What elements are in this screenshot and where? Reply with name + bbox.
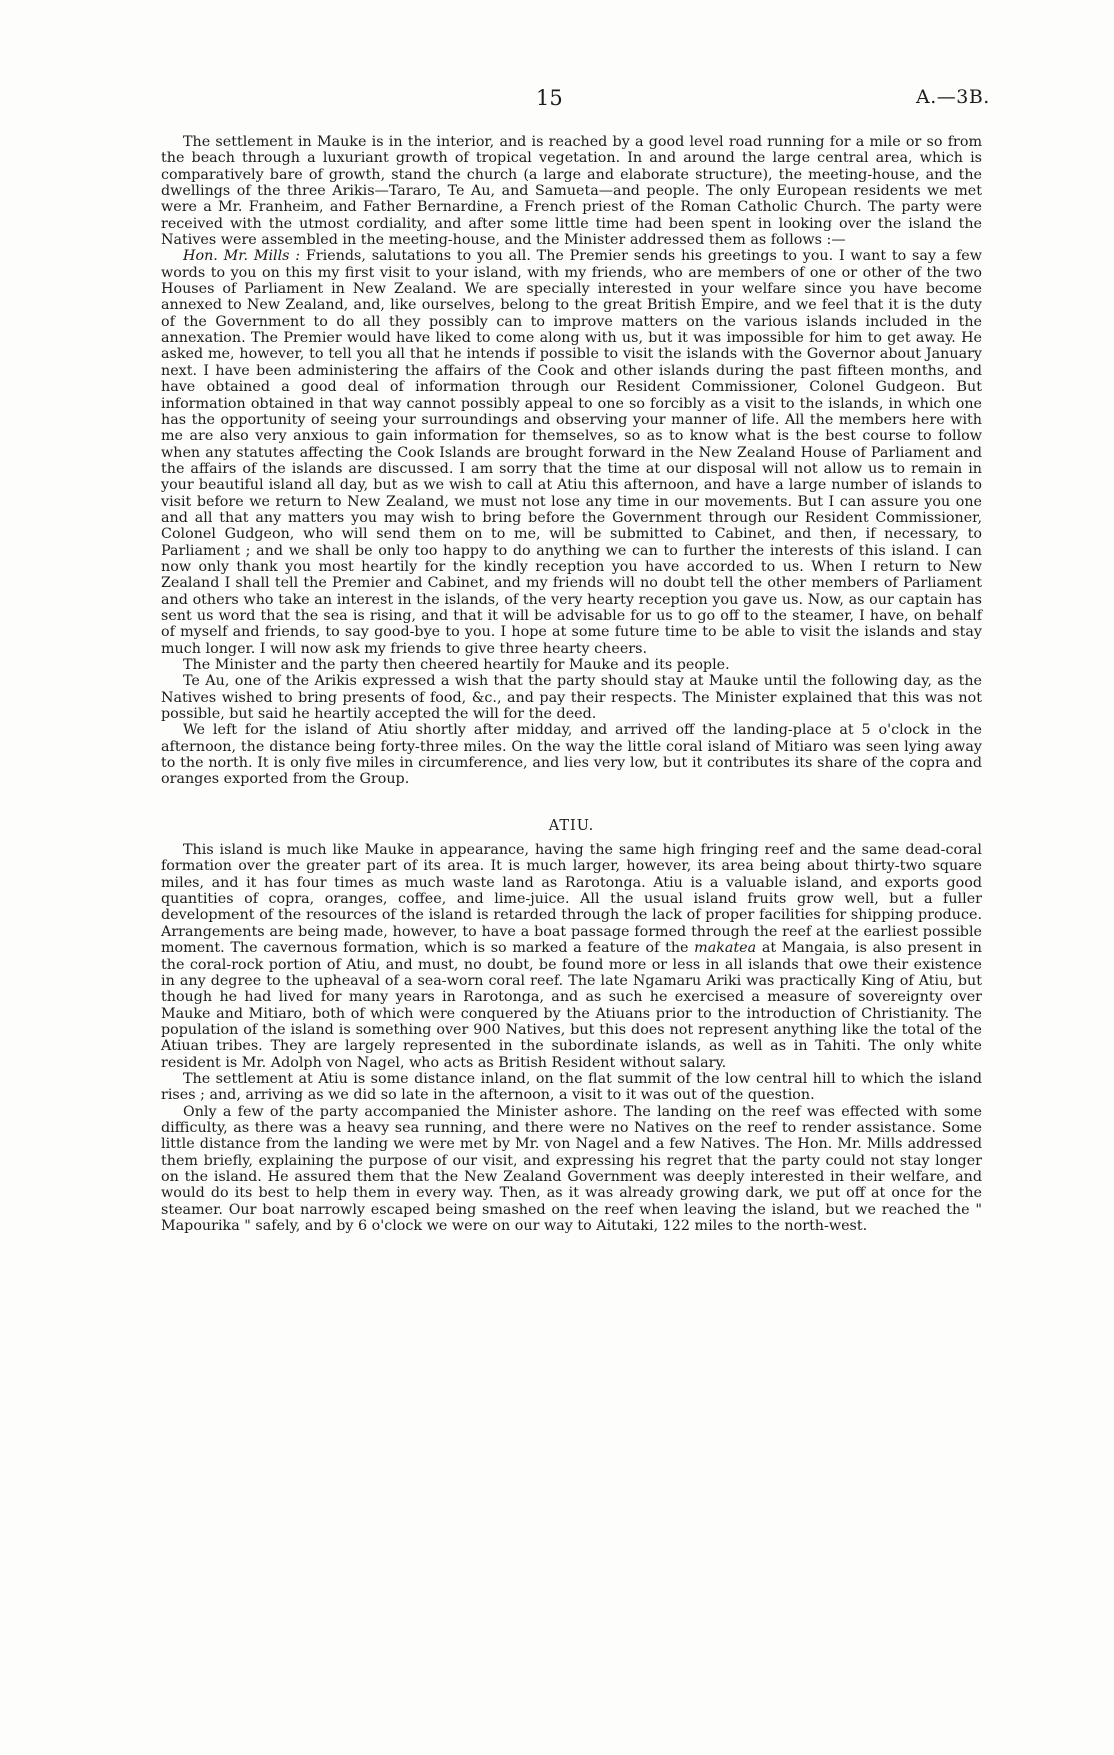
document-reference: A.—3B.	[916, 86, 990, 108]
paragraph-atiu-description: This island is much like Mauke in appearance, having the same high fringing reef and the same dead-coral formation over the greater part of its area. It is much larger, however, its area being about thirty-two square miles, and it has four times as much waste land as Rarotonga. Atiu is a valuable island, and exports good quantities of copra, oranges, coffee, and lime-juice. All the usual island fruits grow well, but a fuller development of the resources of the island is retarded through the lack of proper facilities for shipping produce. Arrangements are being made, however, to have a boat passage formed through the reef at the earliest possible moment. The cavernous formation, which is so marked a feature of the makatea at Mangaia, is also present in the coral-rock portion of Atiu, and must, no doubt, be found more or less in all islands that owe their existence in any degree to the upheaval of a sea-worn coral reef. The late Ngamaru Ariki was practically King of Atiu, but though he had lived for many years in Rarotonga, and as such he exercised a measure of sovereignty over Mauke and Mitiaro, both of which were conquered by the Atiuans prior to the introduction of Christianity. The population of the island is something over 900 Natives, but this does not represent anything like the total of the Atiuan tribes. They are largely represented in the subordinate islands, as well as in Tahiti. The only white resident is Mr. Adolph von Nagel, who acts as British Resident without salary.	[161, 842, 983, 1071]
italic-term: makatea	[694, 940, 757, 957]
paragraph-landing: Only a few of the party accompanied the Minister ashore. The landing on the reef was effected with some difficulty, as there was a heavy sea running, and there were no Natives on the reef to render assistance. Some little distance from the landing we were met by Mr. von Nagel and a few Natives. The Hon. Mr. Mills addressed them briefly, explaining the purpose of our visit, and expressing his regret that the party could not stay longer on the island. He assured them that the New Zealand Government was deeply interested in their welfare, and would do its best to help them in every way. Then, as it was already growing dark, we put off at once for the steamer. Our boat narrowly escaped being smashed on the reef when leaving the island, but we reached the " Mapourika " safely, and by 6 o'clock we were on our way to Aitutaki, 122 miles to the north-west.	[161, 1103, 982, 1234]
paragraph-departure: We left for the island of Atiu shortly after midday, and arrived off the landing-place at 5 o'clock in the afternoon, the distance being forty-three miles. On the way the little coral island of Mitiaro was seen lying away to the north. It is only five miles in circumference, and lies very low, but it contributes its share of the copra and oranges exported from the Group.	[161, 722, 982, 788]
page-number: 15	[536, 86, 563, 110]
paragraph-te-au: Te Au, one of the Arikis expressed a wish that the party should stay at Mauke until the following day, as the Natives wished to bring presents of food, &c., and pay their respects. The Minister explained that this was not possible, but said he heartily accepted the will for the deed.	[161, 673, 982, 723]
speaker-label: Hon. Mr. Mills :	[183, 248, 301, 265]
body-text	[161, 134, 982, 1234]
section-heading-atiu: ATIU.	[548, 817, 595, 834]
paragraph-mauke-settlement: The settlement in Mauke is in the interior, and is reached by a good level road running for a mile or so from the beach through a luxuriant growth of tropical vegetation. In and around the large central area, which is comparatively bare of growth, stand the church (a large and elaborate structure), the meeting-house, and the dwellings of the three Arikis—Tararo, Te Au, and Samueta—and people. The only European residents we met were a Mr. Franheim, and Father Bernardine, a French priest of the Roman Catholic Church. The party were received with the utmost cordiality, and after some little time had been spent in looking over the island the Natives were assembled in the meeting-house, and the Minister addressed them as follows :—	[161, 134, 982, 249]
speech-text: Friends, salutations to you all. The Premier sends his greetings to you. I want to say a few words to you on this my first visit to your island, with my friends, who are members of one or other of the two Houses of Parliament in New Zealand. We are specially interested in your welfare since you have become annexed to New Zealand, and, like ourselves, belong to the great British Empire, and we feel that it is the duty of the Government to do all they possibly can to improve matters on the various islands included in the annexation. The Premier would have liked to come along with us, but it was impossible for him to get away. He asked me, however, to tell you all that he intends if possible to visit the islands with the Governor about January next. I have been administering the affairs of the Cook and other islands during the past fifteen months, and have obtained a good deal of information through our Resident Commissioner, Colonel Gudgeon. But information obtained in that way cannot possibly appeal to one so forcibly as a visit to the islands, in which one has the opportunity of seeing your surroundings and observing your manner of life. All the members here with me are also very anxious to gain information for themselves, so as to know what is the best course to follow when any statutes affecting the Cook Islands are brought forward in the New Zealand House of Parliament and the affairs of the islands are discussed. I am sorry that the time at our disposal will not allow us to remain in your beautiful island all day, but as we wish to call at Atiu this afternoon, and have a large number of islands to visit before we return to New Zealand, we must not lose any time in our movements. But I can assure you one and all that any matters you may wish to bring before the Government through our Resident Commissioner, Colonel Gudgeon, who will send them on to me, will be submitted to Cabinet, and then, if necessary, to Parliament ; and we shall be only too happy to do anything we can to further the interests of this island. I can now only thank you most heartily for the kindly reception you have accorded to us. When I return to New Zealand I shall tell the Premier and Cabinet, and my friends will no doubt tell the other members of Parliament and others who take an interest in the islands, of the very hearty reception you gave us. Now, as our captain has sent us word that the sea is rising, and that it will be advisable for us to go off to the steamer, I have, on behalf of myself and friends, to say good-bye to you. I hope at some future time to be able to visit the islands and stay much longer. I will now ask my friends to give three hearty cheers.	[161, 248, 983, 657]
paragraph-mills-speech	[161, 248, 982, 657]
paragraph-atiu-settlement: The settlement at Atiu is some distance inland, on the flat summit of the low central hill to which the island rises ; and, arriving as we did so late in the afternoon, a visit to it was out of the question.	[161, 1070, 982, 1104]
paragraph-cheers: The Minister and the party then cheered heartily for Mauke and its people.	[183, 657, 730, 673]
